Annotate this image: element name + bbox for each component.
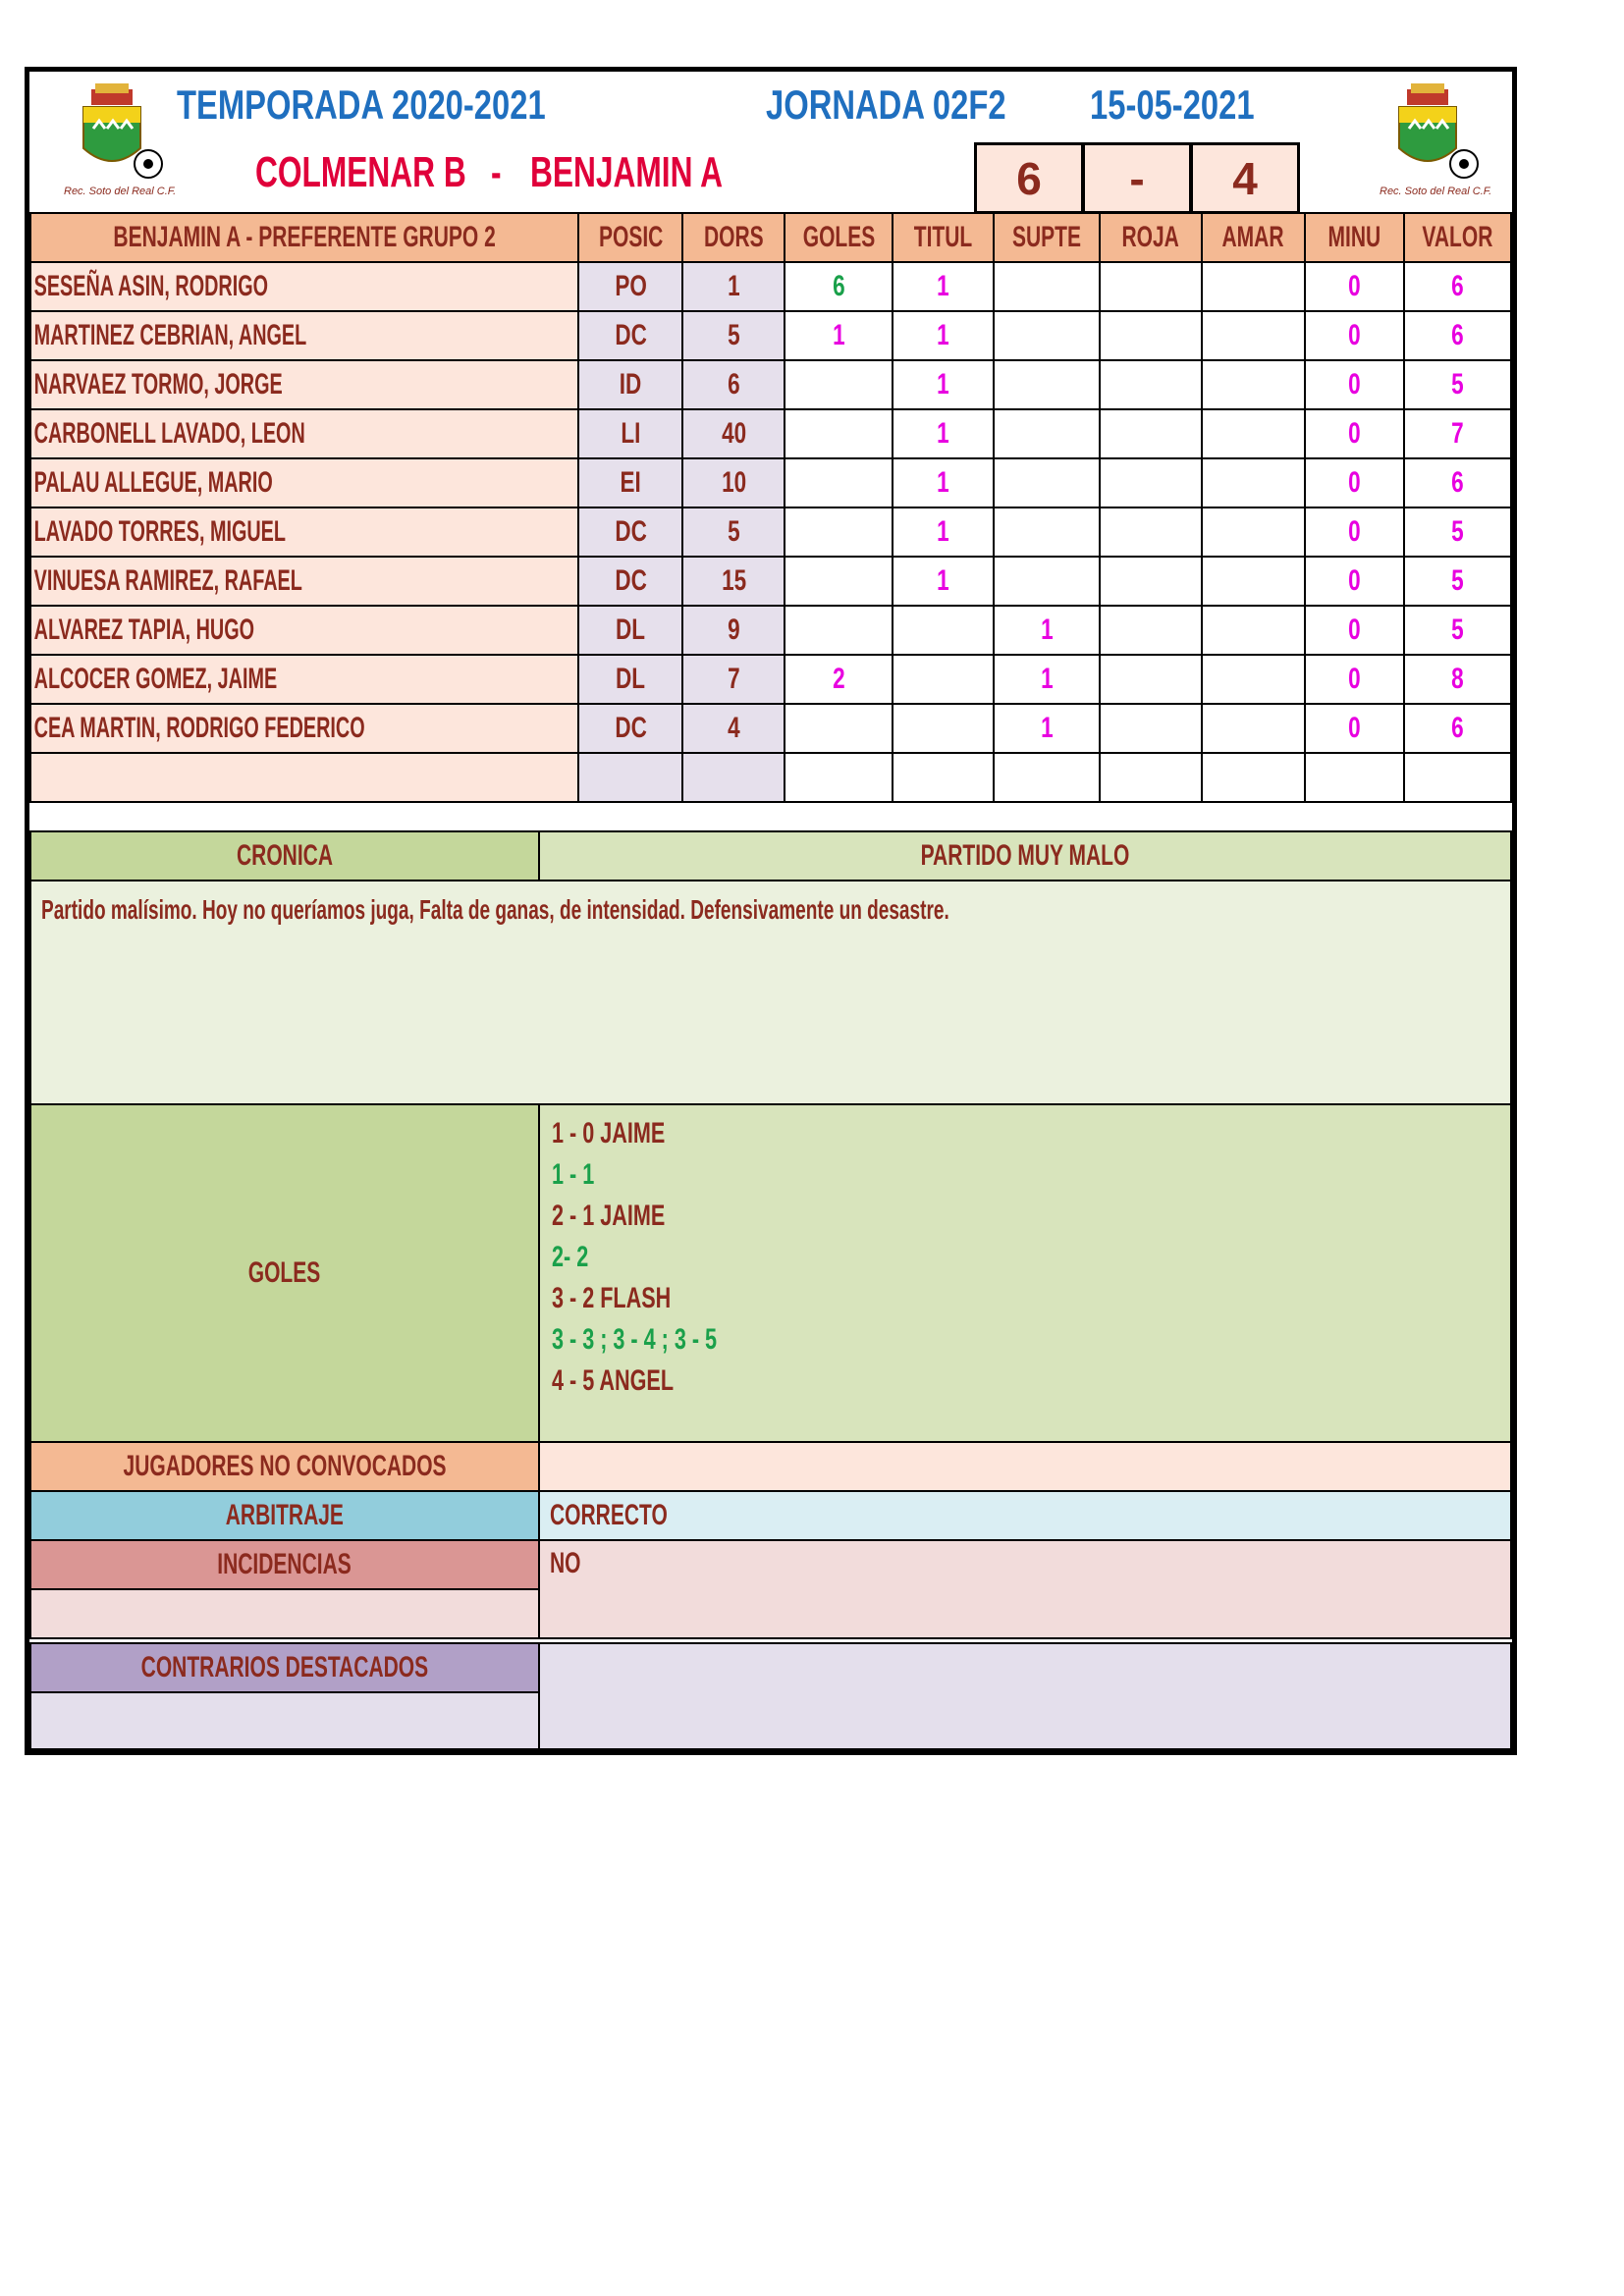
contrarios-spacer <box>29 1691 540 1750</box>
cell-minu: 0 <box>1305 409 1405 458</box>
cell-name: SESEÑA ASIN, RODRIGO <box>30 262 578 311</box>
cell-roja <box>1100 409 1201 458</box>
cell-titul: 1 <box>893 360 995 409</box>
incidencias-value: NO <box>538 1539 1512 1639</box>
cell-supte: 1 <box>994 655 1100 704</box>
cell-amar <box>1202 311 1305 360</box>
cell-dors: 15 <box>682 557 785 606</box>
cell-supte <box>994 311 1100 360</box>
cell-amar <box>1202 606 1305 655</box>
cell-roja <box>1100 360 1201 409</box>
column-header: TITUL <box>893 213 995 262</box>
table-row <box>30 753 1511 802</box>
incidencias-label: INCIDENCIAS <box>29 1539 540 1590</box>
cell-titul <box>893 753 995 802</box>
cell-roja <box>1100 311 1201 360</box>
cell-supte <box>994 507 1100 557</box>
cell-supte: 1 <box>994 606 1100 655</box>
cell-minu: 0 <box>1305 704 1405 753</box>
cell-name: ALCOCER GOMEZ, JAIME <box>30 655 578 704</box>
cell-goles <box>785 507 892 557</box>
cronica-text: Partido malísimo. Hoy no queríamos juga, Falta de ganas, de intensidad. Defensivamente un desastre. <box>41 894 949 925</box>
cell-amar <box>1202 262 1305 311</box>
table-row <box>30 409 1511 458</box>
cell-supte: 1 <box>994 704 1100 753</box>
cell-dors: 5 <box>682 507 785 557</box>
cell-name: CEA MARTIN, RODRIGO FEDERICO <box>30 704 578 753</box>
cell-pos: DC <box>578 507 682 557</box>
cronica-title: PARTIDO MUY MALO <box>538 830 1512 881</box>
cell-goles: 1 <box>785 311 892 360</box>
goles-label: GOLES <box>29 1103 540 1443</box>
incidencias-spacer <box>29 1588 540 1639</box>
column-header: GOLES <box>785 213 892 262</box>
crest-caption: Rec. Soto del Real C.F. <box>1380 186 1492 197</box>
cell-valor: 6 <box>1404 458 1511 507</box>
cell-valor: 6 <box>1404 311 1511 360</box>
cell-name: MARTINEZ CEBRIAN, ANGEL <box>30 311 578 360</box>
cell-titul <box>893 704 995 753</box>
cell-supte <box>994 360 1100 409</box>
contrarios-label: CONTRARIOS DESTACADOS <box>29 1642 540 1693</box>
season-title: TEMPORADA 2020-2021 <box>177 81 546 128</box>
cell-roja <box>1100 557 1201 606</box>
cell-minu: 0 <box>1305 262 1405 311</box>
cell-amar <box>1202 458 1305 507</box>
cell-titul <box>893 606 995 655</box>
cell-goles <box>785 606 892 655</box>
column-header: ROJA <box>1100 213 1201 262</box>
cell-roja <box>1100 704 1201 753</box>
cell-roja <box>1100 606 1201 655</box>
cell-titul: 1 <box>893 262 995 311</box>
cell-minu: 0 <box>1305 557 1405 606</box>
cell-minu: 0 <box>1305 311 1405 360</box>
cell-pos: DC <box>578 557 682 606</box>
cell-dors: 9 <box>682 606 785 655</box>
cell-pos <box>578 753 682 802</box>
table-row <box>30 507 1511 557</box>
score-away: 4 <box>1190 142 1300 214</box>
column-header: AMAR <box>1202 213 1305 262</box>
cell-valor: 7 <box>1404 409 1511 458</box>
cell-supte <box>994 753 1100 802</box>
cell-pos: ID <box>578 360 682 409</box>
column-header: VALOR <box>1404 213 1511 262</box>
column-header: BENJAMIN A - PREFERENTE GRUPO 2 <box>30 213 578 262</box>
cell-goles: 6 <box>785 262 892 311</box>
cell-supte <box>994 409 1100 458</box>
cell-titul: 1 <box>893 557 995 606</box>
table-row <box>30 655 1511 704</box>
table-row <box>30 606 1511 655</box>
cell-name: CARBONELL LAVADO, LEON <box>30 409 578 458</box>
cell-dors: 6 <box>682 360 785 409</box>
table-row <box>30 704 1511 753</box>
cell-supte <box>994 458 1100 507</box>
score-separator: - <box>1082 142 1192 214</box>
cell-titul: 1 <box>893 458 995 507</box>
goal-entry: 1 - 1 <box>552 1158 595 1191</box>
table-row <box>30 262 1511 311</box>
cell-goles <box>785 458 892 507</box>
cell-pos: EI <box>578 458 682 507</box>
arbitraje-label: ARBITRAJE <box>29 1490 540 1541</box>
cell-minu <box>1305 753 1405 802</box>
table-row <box>30 311 1511 360</box>
cell-dors: 1 <box>682 262 785 311</box>
cell-roja <box>1100 655 1201 704</box>
cell-name: PALAU ALLEGUE, MARIO <box>30 458 578 507</box>
cell-roja <box>1100 507 1201 557</box>
cell-dors: 4 <box>682 704 785 753</box>
cell-titul <box>893 655 995 704</box>
cell-amar <box>1202 704 1305 753</box>
players-table <box>29 212 1512 803</box>
no-convocados-value <box>538 1441 1512 1492</box>
cell-valor: 5 <box>1404 557 1511 606</box>
cell-roja <box>1100 753 1201 802</box>
column-header: SUPTE <box>994 213 1100 262</box>
cell-titul: 1 <box>893 507 995 557</box>
crest-caption: Rec. Soto del Real C.F. <box>64 186 177 197</box>
goles-list <box>538 1103 1512 1443</box>
table-header-row <box>30 213 1511 262</box>
cell-amar <box>1202 557 1305 606</box>
cell-amar <box>1202 655 1305 704</box>
cell-amar <box>1202 360 1305 409</box>
cell-valor: 5 <box>1404 606 1511 655</box>
cell-dors: 5 <box>682 311 785 360</box>
cell-pos: DC <box>578 704 682 753</box>
no-convocados-label: JUGADORES NO CONVOCADOS <box>29 1441 540 1492</box>
cell-minu: 0 <box>1305 507 1405 557</box>
cell-goles <box>785 753 892 802</box>
match-sheet <box>25 67 1517 1755</box>
cell-supte <box>994 262 1100 311</box>
cell-goles <box>785 360 892 409</box>
cell-dors: 40 <box>682 409 785 458</box>
goal-entry: 1 - 0 JAIME <box>552 1117 666 1149</box>
cell-valor: 5 <box>1404 507 1511 557</box>
club-crest-right-icon <box>1370 81 1497 204</box>
cell-amar <box>1202 409 1305 458</box>
cell-goles <box>785 704 892 753</box>
goal-entry: 4 - 5 ANGEL <box>552 1364 675 1397</box>
cell-valor: 6 <box>1404 262 1511 311</box>
table-row <box>30 557 1511 606</box>
goal-entry: 2 - 1 JAIME <box>552 1200 666 1232</box>
contrarios-value <box>538 1642 1512 1750</box>
cell-roja <box>1100 458 1201 507</box>
cell-minu: 0 <box>1305 360 1405 409</box>
cell-name: ALVAREZ TAPIA, HUGO <box>30 606 578 655</box>
teams-separator: - <box>491 148 502 196</box>
cell-amar <box>1202 753 1305 802</box>
cell-goles: 2 <box>785 655 892 704</box>
cell-dors: 10 <box>682 458 785 507</box>
cell-minu: 0 <box>1305 606 1405 655</box>
cell-amar <box>1202 507 1305 557</box>
cell-valor: 5 <box>1404 360 1511 409</box>
cell-valor: 6 <box>1404 704 1511 753</box>
cell-roja <box>1100 262 1201 311</box>
cell-titul: 1 <box>893 409 995 458</box>
home-team: COLMENAR B <box>255 148 466 196</box>
cell-pos: DC <box>578 311 682 360</box>
table-row <box>30 458 1511 507</box>
cell-pos: DL <box>578 655 682 704</box>
club-crest-left-icon <box>54 81 182 204</box>
matchday-title: JORNADA 02F2 <box>766 81 1006 128</box>
arbitraje-value: CORRECTO <box>538 1490 1512 1541</box>
table-row <box>30 360 1511 409</box>
goal-entry: 3 - 2 FLASH <box>552 1282 672 1314</box>
away-team: BENJAMIN A <box>530 148 723 196</box>
cell-titul: 1 <box>893 311 995 360</box>
cell-dors <box>682 753 785 802</box>
cell-pos: PO <box>578 262 682 311</box>
cell-valor: 8 <box>1404 655 1511 704</box>
cell-goles <box>785 557 892 606</box>
cell-pos: LI <box>578 409 682 458</box>
cell-minu: 0 <box>1305 655 1405 704</box>
column-header: POSIC <box>578 213 682 262</box>
cell-dors: 7 <box>682 655 785 704</box>
cronica-label: CRONICA <box>29 830 540 881</box>
column-header: MINU <box>1305 213 1405 262</box>
goal-entry: 3 - 3 ; 3 - 4 ; 3 - 5 <box>552 1323 718 1356</box>
cell-name: NARVAEZ TORMO, JORGE <box>30 360 578 409</box>
cell-valor <box>1404 753 1511 802</box>
cell-name: VINUESA RAMIREZ, RAFAEL <box>30 557 578 606</box>
cronica-text-box <box>29 880 1512 1105</box>
score-home: 6 <box>974 142 1084 214</box>
cell-pos: DL <box>578 606 682 655</box>
cell-minu: 0 <box>1305 458 1405 507</box>
cell-name: LAVADO TORRES, MIGUEL <box>30 507 578 557</box>
cell-supte <box>994 557 1100 606</box>
column-header: DORS <box>682 213 785 262</box>
cell-name <box>30 753 578 802</box>
cell-goles <box>785 409 892 458</box>
match-date: 15-05-2021 <box>1090 81 1255 128</box>
goal-entry: 2- 2 <box>552 1241 589 1273</box>
